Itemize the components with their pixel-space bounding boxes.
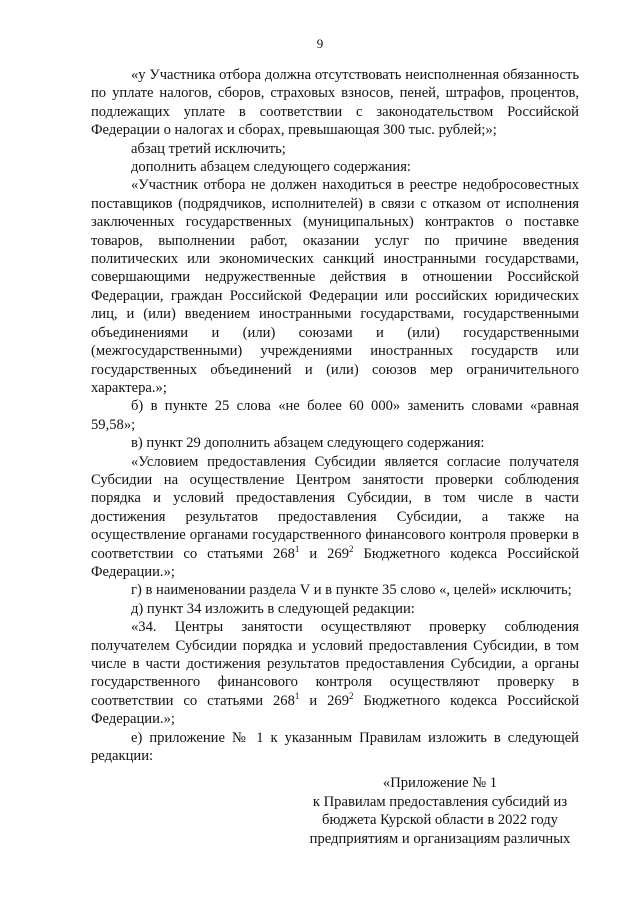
- superscript: 2: [349, 690, 354, 701]
- text-segment: «34. Центры занятости осуществляют проверку соблюдения получателем Субсидии порядка и условий предоставления Субсидии, в том числе в части достижения результатов предоставления Субсидии, а органы государственного финансового контроля осуществляют проверку в соответствии со статьями 268: [91, 619, 579, 709]
- paragraph-point-25: б) в пункте 25 слова «не более 60 000» заменить словами «равная 59,58»;: [91, 398, 579, 433]
- page-number: 9: [316, 36, 324, 51]
- appendix-header: [301, 774, 579, 848]
- text-segment: и 269: [299, 692, 350, 709]
- text-segment: и 269: [299, 545, 350, 562]
- document-body: [91, 66, 579, 848]
- paragraph-subsidy-condition: [91, 453, 579, 582]
- appendix-line: к Правилам предоставления субсидий из: [312, 793, 568, 810]
- superscript: 2: [349, 543, 354, 554]
- paragraph-point-34: д) пункт 34 изложить в следующей редакции:: [131, 600, 415, 617]
- text-segment: Бюджетного кодекса Российской Федерации.»;: [91, 545, 580, 580]
- paragraph-point-34-text: [91, 618, 579, 728]
- appendix-line: «Приложение № 1: [382, 775, 498, 792]
- paragraph-supplier-registry: «Участник отбора не должен находиться в реестре недобросовестных поставщиков (подрядчиков, исполнителей) в связи с отказом от исполнения заключенных государственных (муниципальных) контрактов о поставке товаров, выполнении работ, оказании услуг по причине введения политических или экономических санкций иностранными государствами, совершающими недружественные действия в отношении Российской Федерации, граждан Российской Федерации или российских юридических лиц, и (или) введением иностранными государствами, государственными объединениями и (или) союзами и (или) государственными (межгосударственными) учреждениями иностранных государств или государственных объединений и (или) союзов мер ограничительного характера.»;: [91, 177, 579, 396]
- paragraph-tax-obligation: «у Участника отбора должна отсутствовать неисполненная обязанность по уплате налогов, сборов, страховых взносов, пеней, штрафов, процентов, подлежащих уплате в соответствии с законодательством Российской Федерации о налогах и сборах, превышающая 300 тыс. рублей;»;: [91, 67, 579, 139]
- paragraph-remove-third: абзац третий исключить;: [131, 140, 286, 157]
- appendix-line: предприятиям и организациям различных: [309, 830, 571, 847]
- paragraph-point-29: в) пункт 29 дополнить абзацем следующего содержания:: [131, 435, 485, 452]
- paragraph-appendix-1: е) приложение № 1 к указанным Правилам изложить в следующей редакции:: [91, 729, 579, 765]
- paragraph-add-content: дополнить абзацем следующего содержания:: [131, 159, 411, 176]
- superscript: 1: [294, 543, 300, 554]
- appendix-line: бюджета Курской области в 2022 году: [322, 812, 558, 829]
- text-segment: «Условием предоставления Субсидии является согласие получателя Субсидии на осуществление Центром занятости проверки соблюдения порядка и условий предоставления Субсидии, в том числе в части достижения результатов предоставления Субсидии, а также на осуществление органами государственного финансового контроля проверки в соответствии со статьями 268: [91, 453, 579, 562]
- paragraph-section-v: г) в наименовании раздела V и в пункте 35 слово «, целей» исключить;: [131, 582, 572, 599]
- superscript: 1: [294, 690, 300, 701]
- text-segment: Бюджетного кодекса Российской Федерации.»;: [91, 692, 580, 728]
